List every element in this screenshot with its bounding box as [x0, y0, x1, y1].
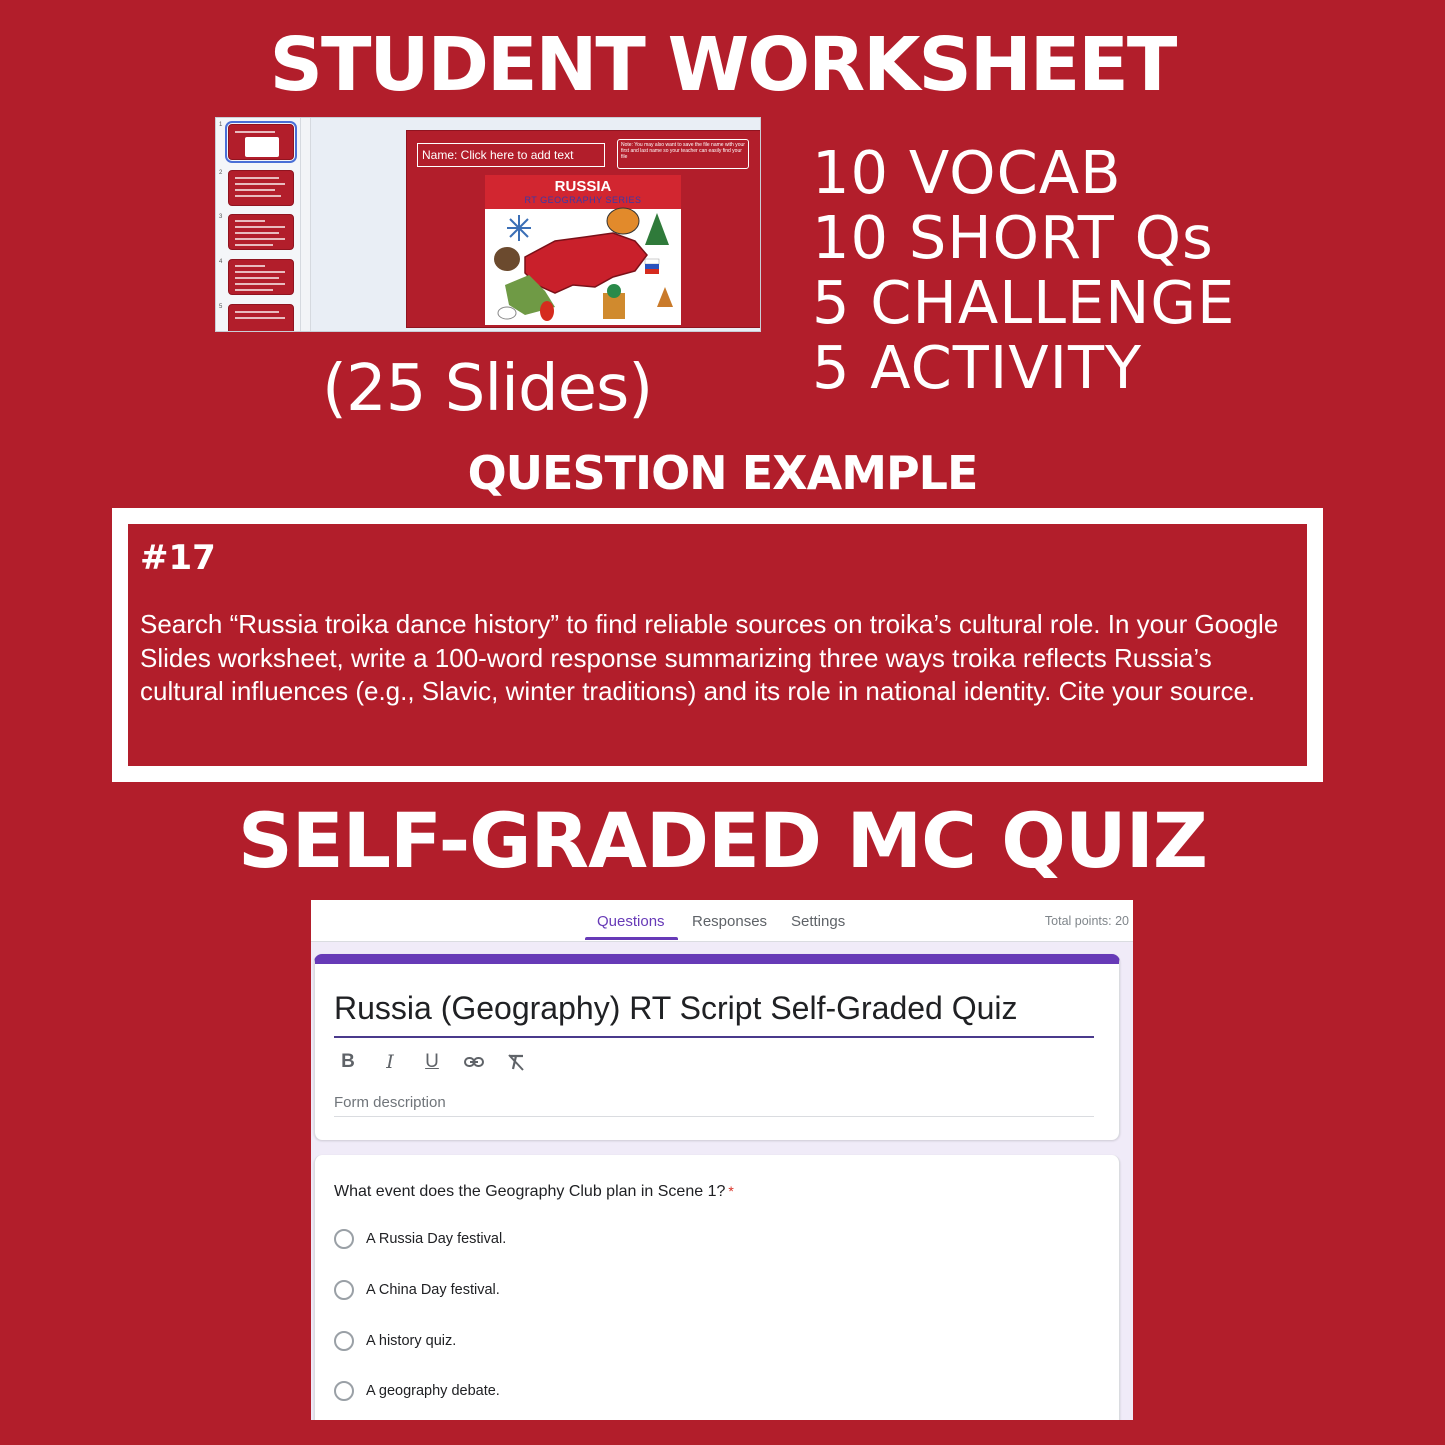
slides-editor-preview [215, 117, 761, 332]
russia-map-illustration [485, 175, 681, 325]
italic-button[interactable]: I [386, 1051, 394, 1073]
tab-settings[interactable]: Settings [791, 913, 846, 930]
form-title-card [314, 954, 1120, 1140]
cover-image [485, 175, 681, 325]
question-number: #17 [140, 538, 216, 578]
clear-format-icon[interactable] [503, 1050, 529, 1074]
tree-icon [645, 213, 669, 245]
active-tab-indicator [585, 937, 678, 940]
option-label: A history quiz. [366, 1333, 457, 1349]
thumb-number: 2 [219, 170, 223, 176]
current-slide [406, 130, 761, 328]
slides-count: (25 Slides) [322, 352, 653, 426]
slide-thumbnail-panel [216, 118, 301, 332]
option-label: A geography debate. [366, 1383, 500, 1399]
student-worksheet-heading: STUDENT WORKSHEET [269, 22, 1176, 108]
bear-icon [494, 247, 520, 271]
stat-short-questions: 10 SHORT Qs [812, 203, 1214, 272]
matryoshka-icon [540, 301, 554, 321]
question-card [314, 1155, 1120, 1420]
tab-questions[interactable]: Questions [597, 913, 665, 930]
thumb-number: 5 [219, 304, 223, 310]
form-title-input[interactable]: Russia (Geography) RT Script Self-Graded Quiz [334, 990, 1018, 1026]
vertical-ruler [301, 118, 311, 332]
title-underline [334, 1036, 1094, 1038]
question-title: What event does the Geography Club plan in Scene 1? * [334, 1183, 734, 1200]
google-forms-preview [311, 900, 1133, 1420]
stats-list [812, 140, 1235, 400]
russia-map-shape [525, 233, 647, 293]
balalaika-icon [657, 287, 673, 307]
cover-subtitle: RT GEOGRAPHY SERIES [524, 195, 642, 205]
cover-title: RUSSIA [554, 178, 612, 195]
radio-button[interactable] [334, 1229, 354, 1249]
slide-thumbnail[interactable] [228, 214, 294, 250]
swan-icon [498, 307, 516, 319]
radio-button[interactable] [334, 1331, 354, 1351]
thumb-number: 3 [219, 214, 223, 220]
radio-button[interactable] [334, 1381, 354, 1401]
question-text: Search “Russia troika dance history” to find reliable sources on troika’s cultural role. In your Google Slides worksheet, write a 100-word response summarizing three ways troika reflects Russia’s cultural influences (e.g., Slavic, winter traditions) and its role in national identity. Cite your source. [140, 609, 1279, 706]
name-textbox[interactable]: Name: Click here to add text [417, 143, 605, 167]
note-box: Note: You may also want to save the file name with your first and last name so your teacher can easily find your file [617, 139, 749, 169]
radio-button[interactable] [334, 1280, 354, 1300]
stat-vocab: 10 VOCAB [812, 138, 1122, 207]
question-example-heading: QUESTION EXAMPLE [467, 446, 978, 500]
slide-thumbnail[interactable] [228, 170, 294, 206]
thumb-number: 4 [219, 259, 223, 265]
snowflake-icon [507, 215, 531, 241]
thumb-number: 1 [219, 122, 223, 128]
link-icon[interactable] [461, 1050, 487, 1074]
bold-button[interactable]: B [341, 1051, 355, 1072]
tab-responses[interactable]: Responses [692, 913, 768, 930]
quiz-heading: SELF-GRADED MC QUIZ [237, 796, 1208, 885]
tiger-icon [607, 208, 639, 234]
underline-button[interactable]: U [425, 1051, 439, 1072]
option-label: A Russia Day festival. [366, 1231, 507, 1247]
form-description-input[interactable]: Form description [334, 1094, 446, 1111]
total-points: Total points: 20 [1044, 914, 1129, 928]
option-label: A China Day festival. [366, 1282, 500, 1298]
slide-thumbnail[interactable] [228, 259, 294, 295]
question-example-box [112, 508, 1323, 782]
stat-challenge: 5 CHALLENGE [812, 268, 1236, 337]
required-asterisk: * [728, 1183, 734, 1199]
slide-thumbnail[interactable] [228, 124, 294, 160]
description-underline [334, 1116, 1094, 1117]
stat-activity: 5 ACTIVITY [812, 333, 1143, 402]
slide-thumbnail[interactable] [228, 304, 294, 332]
forms-tab-bar [311, 900, 1133, 942]
